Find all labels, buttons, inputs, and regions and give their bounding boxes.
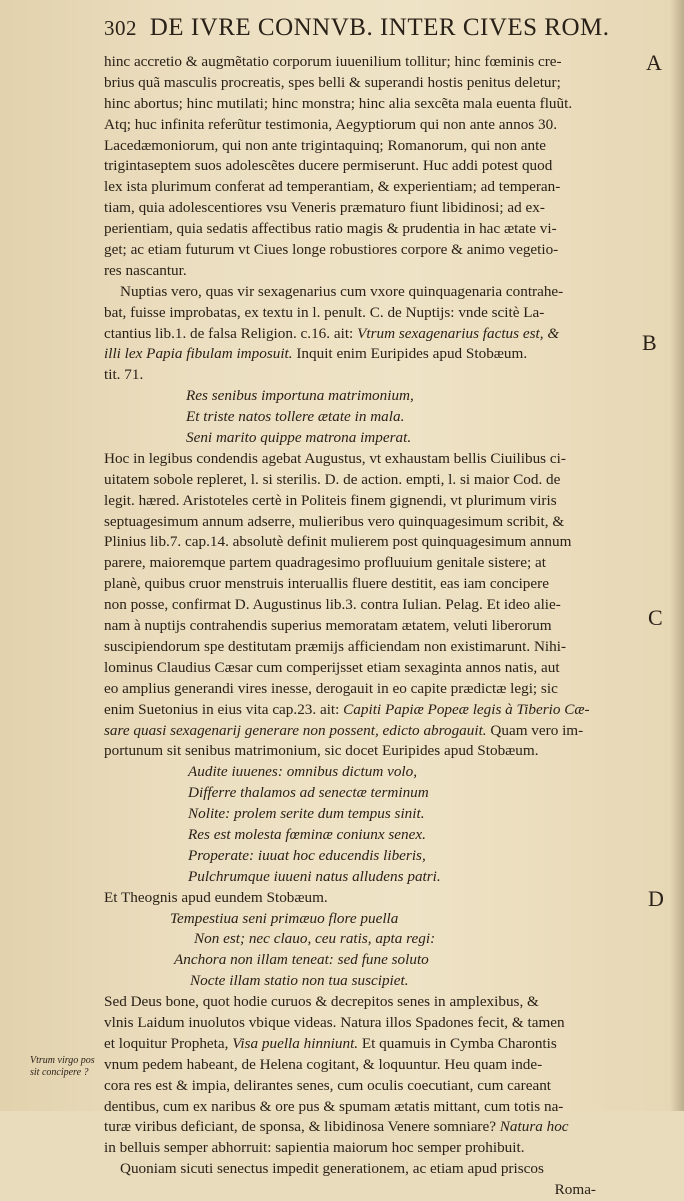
text-line: nam à nuptijs contrahendis superius memoratam ætatem, veluti liberorum bbox=[104, 617, 552, 635]
margin-note-line: sit concipere ? bbox=[30, 1067, 89, 1078]
text-line: bat, fuisse improbatas, ex textu in l. penult. C. de Nuptijs: vnde scitè La- bbox=[104, 303, 545, 321]
verse-line: Audite iuuenes: omnibus dictum volo, bbox=[188, 763, 418, 781]
text-line: uitatem sobole repleret, l. si sterilis. D. de action. empti, l. si maior Cod. de bbox=[104, 470, 561, 488]
margin-note-line: Vtrum virgo pos bbox=[30, 1055, 95, 1066]
text-line bbox=[104, 324, 636, 345]
text-line: lex ista plurimum conferat ad temperantiam, & experientiam; ad temperan- bbox=[104, 178, 561, 196]
text-line bbox=[104, 700, 636, 721]
quote-fragment: sare quasi sexagenarij generare non possent, edicto abrogauit. bbox=[104, 721, 487, 739]
section-marker-a: A bbox=[646, 50, 662, 75]
text-line: Plinius lib.7. cap.14. absolutè definit mulierem post quinquagesimum annum bbox=[104, 533, 572, 551]
text-fragment: et loquitur Propheta, bbox=[104, 1034, 229, 1052]
text-line bbox=[104, 721, 636, 742]
quote-fragment: Visa puella hinniunt. bbox=[232, 1034, 359, 1052]
text-line: vlnis Laidum inuolutos vbique videas. Natura illos Spadones fecit, & tamen bbox=[104, 1013, 565, 1031]
text-line: tiam, quia adolescentiores vsu Veneris præmaturo fiunt libidinosi; ad ex- bbox=[104, 199, 545, 217]
section-marker-b: B bbox=[642, 330, 657, 355]
text-line: Et Theognis apud eundem Stobæum. bbox=[104, 888, 328, 906]
text-line: Nuptias vero, quas vir sexagenarius cum vxore quinquagenaria contrahe- bbox=[120, 282, 564, 300]
text-line: brius quã masculis procreatis, spes belli & superandi hostis penitus deletur; bbox=[104, 73, 561, 91]
verse-line: Differre thalamos ad senectæ terminum bbox=[188, 784, 429, 802]
verse-line: Non est; nec clauo, ceu ratis, apta regi: bbox=[194, 930, 436, 948]
text-line: tit. 71. bbox=[104, 366, 144, 384]
quote-fragment: Natura hoc bbox=[499, 1118, 569, 1136]
section-marker-c: C bbox=[648, 605, 663, 630]
verse-line: Et triste natos tollere ætate in mala. bbox=[186, 408, 405, 426]
text-fragment: Quam vero im- bbox=[490, 721, 584, 739]
text-line: res nascantur. bbox=[104, 261, 187, 279]
text-fragment: turæ viribus deficiant, de sponsa, & libidinosa Venere somniare? bbox=[104, 1118, 496, 1136]
running-header bbox=[104, 14, 624, 42]
verse-line: Res est molesta fœminæ coniunx senex. bbox=[188, 825, 426, 843]
text-line: perientiam, quia sedatis affectibus ratio magis & prudentia in hac ætate vi- bbox=[104, 220, 557, 238]
text-line: eo amplius generandi vires inesse, derogauit in eo capite prædictæ legi; sic bbox=[104, 679, 558, 697]
text-line: legit. hæred. Aristoteles certè in Politeis finem gignendi, vt plurimum viris bbox=[104, 491, 557, 509]
catchword: Roma- bbox=[554, 1181, 596, 1199]
text-fragment: ctantius lib.1. de falsa Religion. c.16. ait: bbox=[104, 324, 354, 342]
verse-line: Nolite: prolem serite dum tempus sinit. bbox=[188, 805, 425, 823]
verse-line: Anchora non illam teneat: sed fune soluto bbox=[174, 951, 429, 969]
text-fragment: Inquit enim Euripides apud Stobæum. bbox=[296, 345, 528, 363]
page-edge-shadow bbox=[670, 0, 684, 1111]
text-line: Atq; huc infinita referũtur testimonia, Aegyptiorum qui non ante annos 30. bbox=[104, 115, 557, 133]
text-line: get; ac etiam futurum vt Ciues longe robustiores corpore & animo vegetio- bbox=[104, 241, 559, 259]
text-line: parere, maioremque partem quadragesimo profluuium genitale sistere; at bbox=[104, 554, 546, 572]
text-line bbox=[104, 344, 636, 365]
text-line: suscipiendorum spe destitutam præmijs afficiendam non existimarunt. Nihi- bbox=[104, 637, 567, 655]
page-number: 302 bbox=[104, 16, 137, 40]
verse-line: Nocte illam statio non tua suscipiet. bbox=[190, 972, 409, 990]
verse-line: Tempestiua seni primæuo flore puella bbox=[170, 909, 399, 927]
verse-line: Res senibus importuna matrimonium, bbox=[186, 387, 414, 405]
quote-fragment: illi lex Papia fibulam imposuit. bbox=[104, 345, 293, 363]
text-line bbox=[104, 1117, 636, 1138]
verse-line: Seni marito quippe matrona imperat. bbox=[186, 429, 412, 447]
body-text bbox=[104, 52, 636, 1201]
section-marker-d: D bbox=[648, 886, 664, 911]
text-line: portunum sit senibus matrimonium, sic docet Euripides apud Stobæum. bbox=[104, 742, 539, 760]
text-line: hinc abortus; hinc mutilati; hinc monstra; hinc alia sexcẽta mala euenta fluũt. bbox=[104, 94, 573, 112]
verse-line: Properate: iuuat hoc educendis liberis, bbox=[188, 846, 426, 864]
text-line: dentibus, cum ex naribus & ore pus & spumam ætatis mittant, cum totis na- bbox=[104, 1097, 564, 1115]
text-line: cora res est & impia, delirantes senes, cum oculis coecutiant, cum careant bbox=[104, 1076, 552, 1094]
quote-fragment: Vtrum sexagenarius factus est, & bbox=[357, 324, 560, 342]
text-line: Lacedæmoniorum, qui non ante trigintaquinq; Romanorum, qui non ante bbox=[104, 136, 547, 154]
text-line: Quoniam sicuti senectus impedit generationem, ac etiam apud priscos bbox=[120, 1160, 544, 1178]
text-line: trigintaseptem suos adolescẽtes ducere permiserunt. Huc addi potest quod bbox=[104, 157, 553, 175]
text-line: vnum pedem habeant, de Helena cogitant, & loquuntur. Heu quam inde- bbox=[104, 1055, 543, 1073]
text-line: lominus Claudius Cæsar cum comperijsset etiam sexaginta annos natis, aut bbox=[104, 658, 560, 676]
text-line bbox=[104, 1034, 636, 1055]
text-fragment: enim Suetonius in eius vita cap.23. ait: bbox=[104, 700, 340, 718]
verse-line: Pulchrumque iuueni natus alludens patri. bbox=[188, 867, 441, 885]
text-fragment: Et quamuis in Cymba Charontis bbox=[361, 1034, 557, 1052]
text-line: non posse, confirmat D. Augustinus lib.3. contra Iulian. Pelag. Et ideo alie- bbox=[104, 596, 561, 614]
text-line: hinc accretio & augmẽtatio corporum iuuenilium tollitur; hinc fœminis cre- bbox=[104, 53, 562, 70]
running-title: DE IVRE CONNVB. INTER CIVES ROM. bbox=[149, 14, 610, 41]
text-line: Hoc in legibus condendis agebat Augustus, vt exhaustam bellis Ciuilibus ci- bbox=[104, 449, 566, 467]
text-line: Sed Deus bone, quot hodie curuos & decrepitos senes in amplexibus, & bbox=[104, 993, 539, 1011]
text-line: in belluis semper abhorruit: sapientia maiorum hoc semper prohibuit. bbox=[104, 1139, 525, 1157]
quote-fragment: Capiti Papiæ Popeæ legis à Tiberio Cæ- bbox=[343, 700, 590, 718]
text-line: septuagesimum annum adserre, mulieribus vero quinquagesimum scribit, & bbox=[104, 512, 565, 530]
text-line: planè, quibus cruor menstruis interuallis fluere destitit, eas iam concipere bbox=[104, 575, 549, 593]
